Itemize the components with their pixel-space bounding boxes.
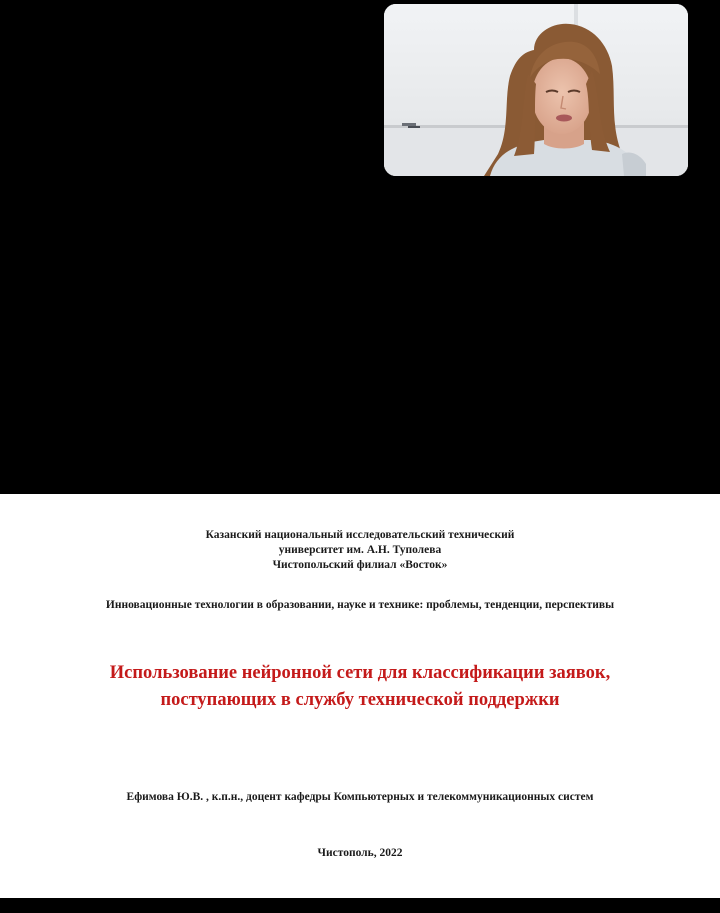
conference-name: Инновационные технологии в образовании, науке и технике: проблемы, тенденции, перспективы <box>105 599 615 611</box>
institution-line: Казанский национальный исследовательский технический <box>205 529 515 541</box>
presentation-slide <box>0 494 720 898</box>
institution-name <box>0 528 720 573</box>
slide-title <box>0 660 720 714</box>
slide-title-line: Использование нейронной сети для классификации заявок, <box>109 663 611 683</box>
place-and-year: Чистополь, 2022 <box>317 847 403 859</box>
institution-line: университет им. А.Н. Туполева <box>278 544 442 556</box>
author-info: Ефимова Ю.В. , к.п.н., доцент кафедры Компьютерных и телекоммуникационных систем <box>126 791 594 803</box>
slide-title-line: поступающих в службу технической поддержки <box>160 690 560 710</box>
participant-video-tile[interactable] <box>384 4 688 176</box>
institution-line: Чистопольский филиал «Восток» <box>272 559 448 571</box>
participant-video-feed <box>384 4 688 176</box>
